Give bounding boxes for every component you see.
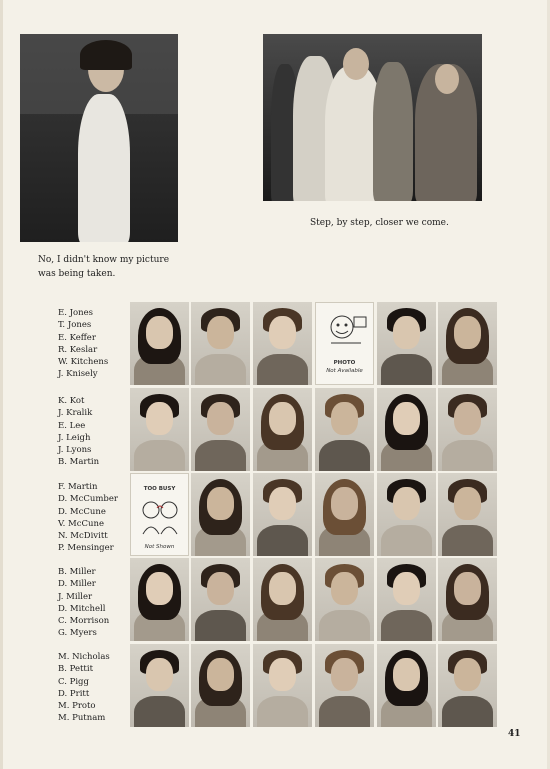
- student-name: D. Mitchell: [58, 603, 106, 614]
- student-portrait: [253, 644, 312, 727]
- student-name: C. Morrison: [58, 616, 110, 627]
- student-name: R. Keslar: [58, 344, 98, 355]
- student-name: E. Jones: [58, 308, 94, 318]
- student-name: J. Lyons: [58, 445, 92, 456]
- photo-not-available-placeholder: [315, 302, 374, 385]
- student-portrait: [191, 558, 250, 641]
- student-name: E. Keffer: [58, 332, 96, 343]
- student-portrait: [253, 558, 312, 641]
- name-list-group-3: [58, 481, 118, 555]
- student-name: M. Putnam: [58, 713, 106, 724]
- student-name: D. Miller: [58, 579, 96, 590]
- student-name: M. Proto: [58, 701, 96, 712]
- student-portrait: [377, 558, 436, 641]
- student-name: J. Leigh: [58, 432, 91, 443]
- student-name: J. Kralik: [58, 408, 93, 419]
- student-name: E. Lee: [58, 420, 86, 431]
- student-portrait: [130, 302, 189, 385]
- name-list-group-4: [58, 566, 109, 640]
- student-portrait: [315, 473, 374, 556]
- name-list-group-1: [58, 307, 108, 381]
- student-portrait: [191, 388, 250, 471]
- student-portrait: [253, 473, 312, 556]
- student-name: D. McCune: [58, 506, 106, 517]
- student-portrait: [438, 302, 497, 385]
- student-portrait: [377, 388, 436, 471]
- student-name: K. Kot: [58, 396, 85, 406]
- student-portrait: [438, 388, 497, 471]
- student-name: M. Nicholas: [58, 652, 110, 662]
- student-portrait: [191, 473, 250, 556]
- student-name: D. McCumber: [58, 494, 118, 505]
- cartoon-icon: [316, 307, 375, 357]
- student-name: V. McCune: [58, 518, 105, 529]
- student-portrait: [130, 644, 189, 727]
- student-name: J. Knisely: [58, 369, 98, 380]
- student-portrait: [191, 302, 250, 385]
- student-name: J. Miller: [58, 591, 93, 602]
- student-portrait: [253, 302, 312, 385]
- student-name: B. Miller: [58, 567, 96, 577]
- name-list-group-2: [58, 395, 99, 469]
- student-portrait: [315, 388, 374, 471]
- student-portrait: [438, 558, 497, 641]
- student-name: C. Pigg: [58, 676, 89, 687]
- student-portrait: [253, 388, 312, 471]
- placeholder-title: PHOTO: [333, 360, 356, 366]
- candid-photo-students-walking: [263, 34, 482, 201]
- student-portrait: [315, 644, 374, 727]
- candid-photo-student-shop: [20, 34, 178, 242]
- student-name: B. Pettit: [58, 664, 93, 675]
- too-busy-placeholder: [130, 473, 189, 556]
- student-portrait: [191, 644, 250, 727]
- placeholder-title: TOO BUSY: [143, 486, 176, 492]
- cartoon-couple-icon: [131, 496, 190, 540]
- student-name: T. Jones: [58, 320, 92, 331]
- caption-walking: Step, by step, closer we come.: [310, 218, 449, 228]
- student-portrait: [130, 388, 189, 471]
- student-name: G. Myers: [58, 628, 97, 639]
- student-name: B. Martin: [58, 457, 100, 468]
- placeholder-subtitle: Not Shown: [144, 544, 175, 550]
- student-portrait: [377, 644, 436, 727]
- student-portrait: [315, 558, 374, 641]
- page-number: 41: [508, 729, 521, 739]
- student-name: F. Martin: [58, 482, 98, 492]
- student-portrait: [438, 644, 497, 727]
- student-portrait: [377, 473, 436, 556]
- student-name: P. Mensinger: [58, 543, 114, 554]
- student-portrait: [377, 302, 436, 385]
- caption-candid: No, I didn't know my picture was being taken.: [38, 255, 170, 279]
- student-name: D. Pritt: [58, 688, 90, 699]
- student-name: N. McDivitt: [58, 531, 108, 542]
- student-portrait: [438, 473, 497, 556]
- placeholder-subtitle: Not Available: [326, 368, 363, 374]
- name-list-group-5: [58, 651, 110, 725]
- student-name: W. Kitchens: [58, 357, 109, 368]
- student-portrait: [130, 558, 189, 641]
